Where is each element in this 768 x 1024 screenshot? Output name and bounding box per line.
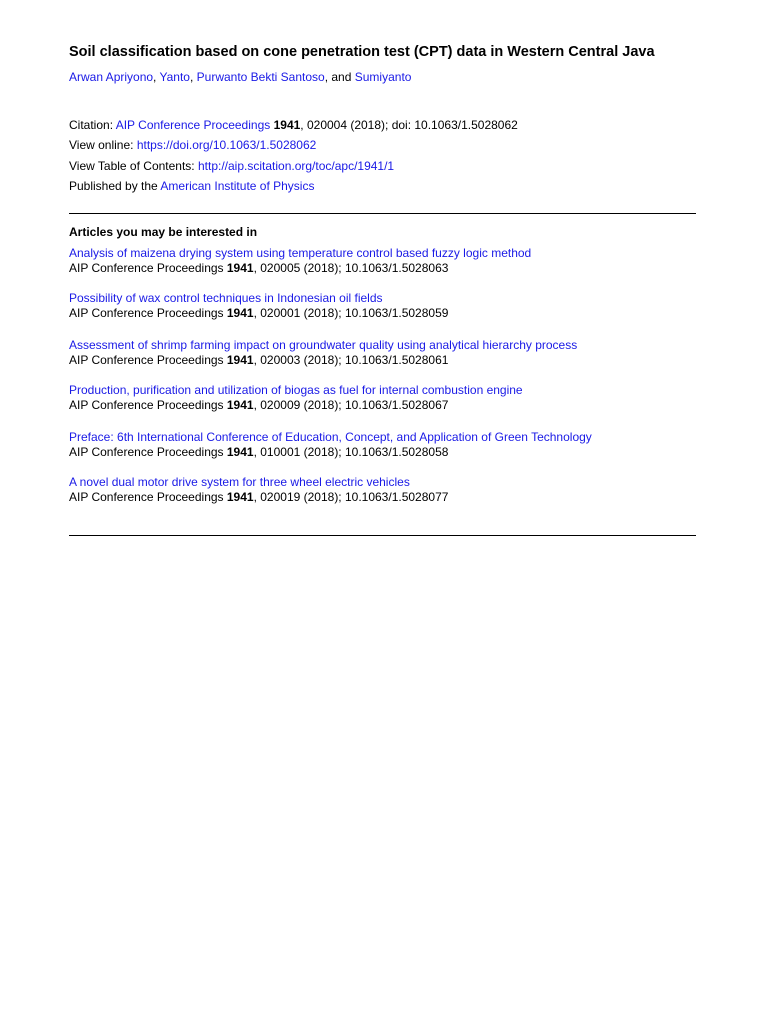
author-list [69, 69, 411, 85]
related-journal: AIP Conference Proceedings [69, 398, 227, 412]
toc-line [69, 158, 394, 174]
related-article-link[interactable]: Possibility of wax control techniques in Indonesian oil fields [69, 291, 383, 305]
related-article-link[interactable]: A novel dual motor drive system for three wheel electric vehicles [69, 475, 410, 489]
related-article-link[interactable]: Production, purification and utilization of biogas as fuel for internal combustion engine [69, 383, 523, 397]
author-separator: , [153, 70, 160, 84]
related-volume: 1941 [226, 445, 254, 459]
journal-link[interactable]: AIP Conference Proceedings [115, 118, 271, 132]
author-link[interactable]: Arwan Apriyono [69, 70, 154, 84]
author-link[interactable]: Sumiyanto [354, 70, 412, 84]
related-article-link[interactable]: Preface: 6th International Conference of Education, Concept, and Application of Green Technology [69, 430, 592, 444]
article-title: Soil classification based on cone penetration test (CPT) data in Western Central Java [69, 44, 655, 60]
doi-link[interactable]: https://doi.org/10.1063/1.5028062 [136, 138, 317, 152]
view-online-label: View online: [69, 138, 137, 152]
related-journal: AIP Conference Proceedings [69, 445, 227, 459]
related-heading: Articles you may be interested in [69, 225, 258, 239]
related-rest: , 010001 (2018); 10.1063/1.5028058 [253, 445, 449, 459]
related-rest: , 020009 (2018); 10.1063/1.5028067 [253, 398, 449, 412]
citation-label: Citation: [69, 118, 116, 132]
related-journal: AIP Conference Proceedings [69, 306, 227, 320]
related-rest: , 020019 (2018); 10.1063/1.5028077 [253, 490, 449, 504]
related-volume: 1941 [226, 353, 254, 367]
author-link[interactable]: Yanto [159, 70, 190, 84]
related-article-citation [69, 445, 592, 460]
related-rest: , 020005 (2018); 10.1063/1.5028063 [253, 261, 449, 275]
citation-rest: , 020004 (2018); doi: 10.1063/1.5028062 [300, 118, 518, 132]
citation-volume: 1941 [273, 118, 301, 132]
related-rest: , 020001 (2018); 10.1063/1.5028059 [253, 306, 449, 320]
related-volume: 1941 [226, 261, 254, 275]
publisher-link[interactable]: American Institute of Physics [160, 179, 315, 193]
related-article-citation [69, 353, 577, 368]
related-journal: AIP Conference Proceedings [69, 261, 227, 275]
toc-link[interactable]: http://aip.scitation.org/toc/apc/1941/1 [197, 159, 395, 173]
related-article [69, 430, 592, 460]
toc-label: View Table of Contents: [69, 159, 198, 173]
related-article [69, 246, 531, 276]
divider-bottom [69, 535, 696, 536]
related-article-link[interactable]: Assessment of shrimp farming impact on groundwater quality using analytical hierarchy process [69, 338, 578, 352]
author-link[interactable]: Purwanto Bekti Santoso [196, 70, 325, 84]
related-journal: AIP Conference Proceedings [69, 490, 227, 504]
related-article-citation [69, 261, 531, 276]
related-article-citation [69, 306, 448, 321]
related-article [69, 383, 523, 413]
published-label: Published by the [69, 179, 161, 193]
related-article-link[interactable]: Analysis of maizena drying system using temperature control based fuzzy logic method [69, 246, 532, 260]
author-separator: , and [324, 70, 355, 84]
related-journal: AIP Conference Proceedings [69, 353, 227, 367]
view-online-line [69, 137, 316, 153]
citation-line [69, 117, 518, 133]
related-volume: 1941 [226, 306, 254, 320]
related-volume: 1941 [226, 398, 254, 412]
related-article-citation [69, 490, 448, 505]
published-line [69, 178, 314, 194]
related-article [69, 475, 448, 505]
related-rest: , 020003 (2018); 10.1063/1.5028061 [253, 353, 449, 367]
related-volume: 1941 [226, 490, 254, 504]
author-separator: , [189, 70, 197, 84]
divider-top [69, 213, 696, 214]
related-article [69, 291, 448, 321]
related-article-citation [69, 398, 523, 413]
related-article [69, 338, 577, 368]
